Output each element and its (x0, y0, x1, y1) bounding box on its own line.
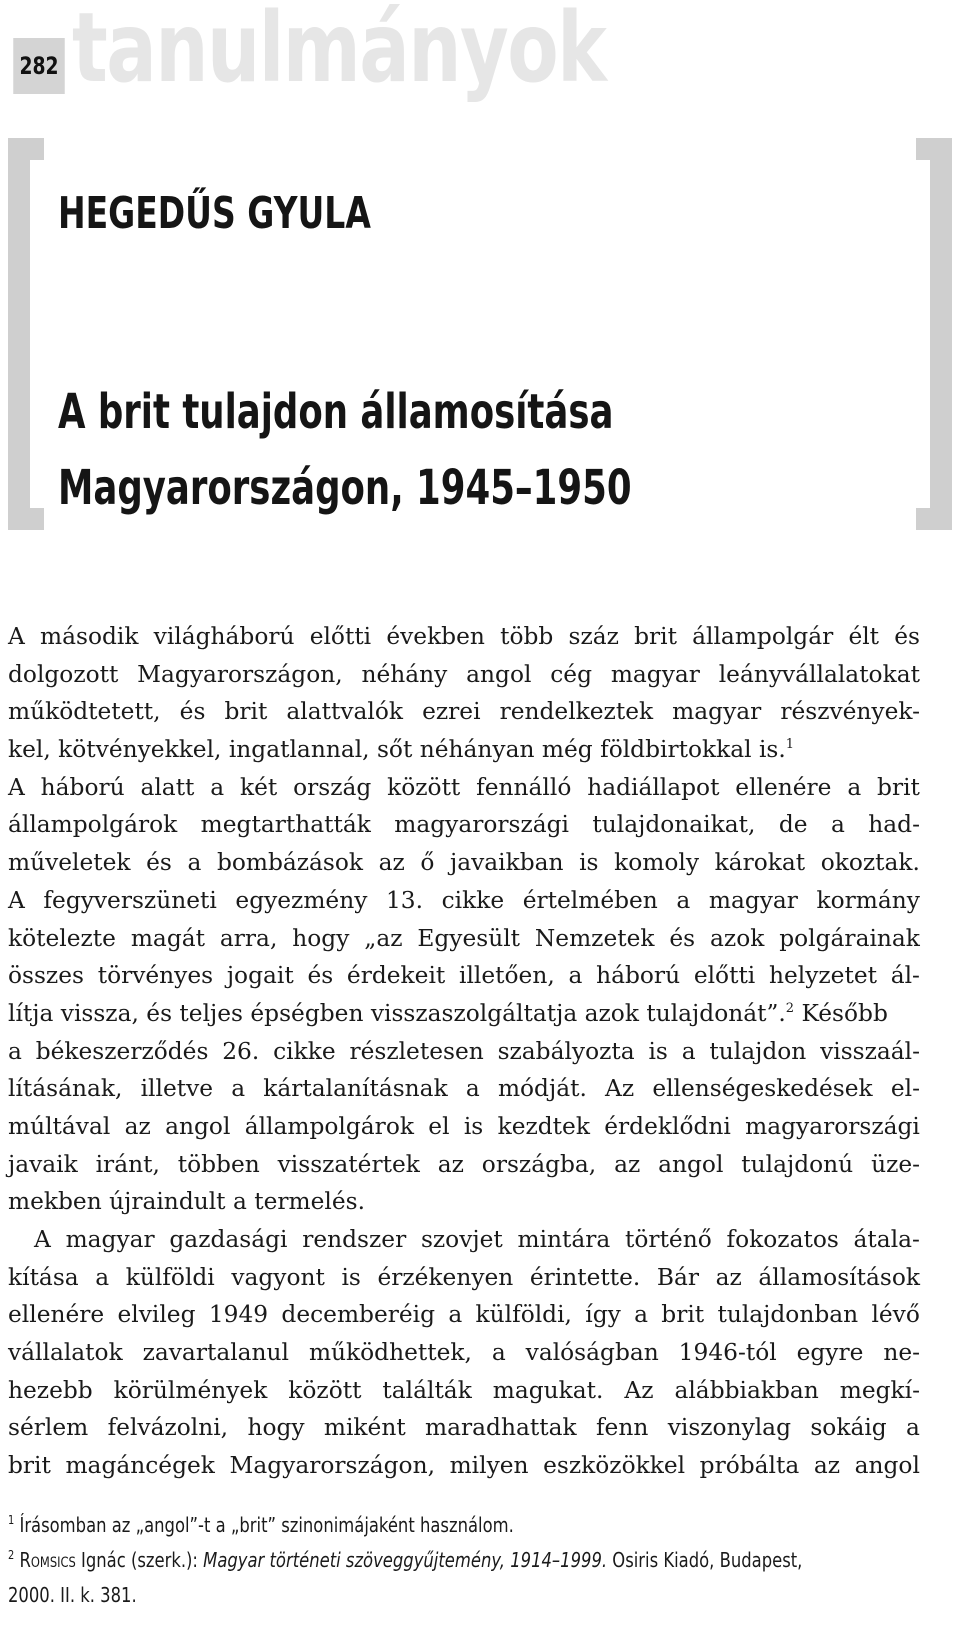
body-line: A magyar gazdasági rendszer szovjet mintára történő fokozatos átala- (34, 1226, 920, 1253)
body-line: kítása a külföldi vagyont is érzékenyen érintette. Bár az államosítások (8, 1263, 920, 1291)
body-line: lítja vissza, és teljes épségben visszaszolgáltatja azok tulajdonát”.$^2$ Később (8, 999, 888, 1027)
body-line: javaik iránt, többen visszatértek az országba, az angol tulajdonú üze- (8, 1150, 920, 1178)
footnotes (8, 1508, 920, 1613)
body-line: kötelezte magát arra, hogy „az Egyesült Nemzetek és azok polgárainak (8, 924, 920, 952)
footnote-2 (8, 1543, 803, 1578)
footnote-2-publisher: Osiris Kiadó, Budapest, (612, 1548, 803, 1572)
footnote-2-title: Magyar történeti szöveggyűjtemény, 1914–1999. (203, 1548, 608, 1572)
body-line: állampolgárok megtarthatták magyarországi tulajdonaikat, de a had- (8, 811, 920, 839)
title-line-1: A brit tulajdon államosítása (58, 384, 614, 440)
body-line: A második világháború előtti években több száz brit állampolgár élt és (8, 623, 920, 650)
body-line: műveletek és a bombázások az ő javaikban is komoly károkat okoztak. (8, 849, 920, 877)
title-line-2: Magyarországon, 1945–1950 (58, 460, 632, 516)
body-line: dolgozott Magyarországon, néhány angol cég magyar leányvállalatokat (8, 660, 920, 688)
article-body (8, 618, 960, 1485)
article-title (58, 374, 632, 526)
body-line: kel, kötvényekkel, ingatlannal, sőt néhányan még földbirtokkal is.$^1$ (8, 736, 795, 764)
footnote-1 (8, 1508, 756, 1543)
footnote-1-text: Írásomban az „angol”-t a „brit” szinonimájaként használom. (19, 1513, 514, 1537)
body-line: A fegyverszüneti egyezmény 13. cikke értelmében a magyar kormány (8, 886, 920, 914)
body-line: összes törvényes jogait és érdekeit illetően, a háború előtti helyzetet ál- (8, 962, 920, 990)
footnote-2-author: Romsics (19, 1548, 76, 1572)
footnote-2-line-2: 2000. II. k. 381. (8, 1583, 137, 1607)
body-line: brit magáncégek Magyarországon, milyen eszközökkel próbálta az angol (8, 1452, 920, 1480)
right-bracket-decoration (916, 138, 952, 530)
body-line: vállalatok zavartalanul működhettek, a valóságban 1946-tól egyre ne- (8, 1339, 920, 1367)
section-label: tanulmányok (72, 0, 606, 104)
footnote-2-number: 2 (8, 1548, 15, 1562)
body-line: a békeszerződés 26. cikke részletesen szabályozta is a tulajdon visszaál- (8, 1037, 920, 1065)
body-line: hezebb körülmények között találták magukat. Az alábbiakban megkí- (8, 1376, 920, 1404)
left-bracket-decoration (8, 138, 44, 530)
body-line: múltával az angol állampolgárok el is kezdtek érdeklődni magyarországi (8, 1112, 920, 1140)
body-line: működtetett, és brit alattvalók ezrei rendelkeztek magyar részvények- (8, 698, 920, 726)
body-line: ellenére elvileg 1949 decemberéig a külföldi, így a brit tulajdonban lévő (8, 1301, 920, 1329)
footnote-1-number: 1 (8, 1513, 15, 1527)
body-line: sérlem felvázolni, hogy miként maradhattak fenn viszonylag sokáig a (8, 1414, 920, 1442)
footnote-ref-2[interactable]: 2 (785, 1000, 795, 1016)
body-line: mekben újraindult a termelés. (8, 1188, 366, 1216)
footnote-2-author-rest: Ignác (szerk.): (81, 1548, 198, 1572)
article-author: HEGEDŰS GYULA (58, 188, 371, 239)
page-header (0, 0, 960, 110)
body-line: lításának, illetve a kártalanításnak a módját. Az ellenségeskedések el- (8, 1075, 920, 1103)
body-line: A háború alatt a két ország között fennálló hadiállapot ellenére a brit (8, 773, 920, 801)
footnote-2-continued (8, 1578, 756, 1613)
footnote-ref-1[interactable]: 1 (785, 737, 795, 753)
page-number: 282 (13, 38, 64, 94)
